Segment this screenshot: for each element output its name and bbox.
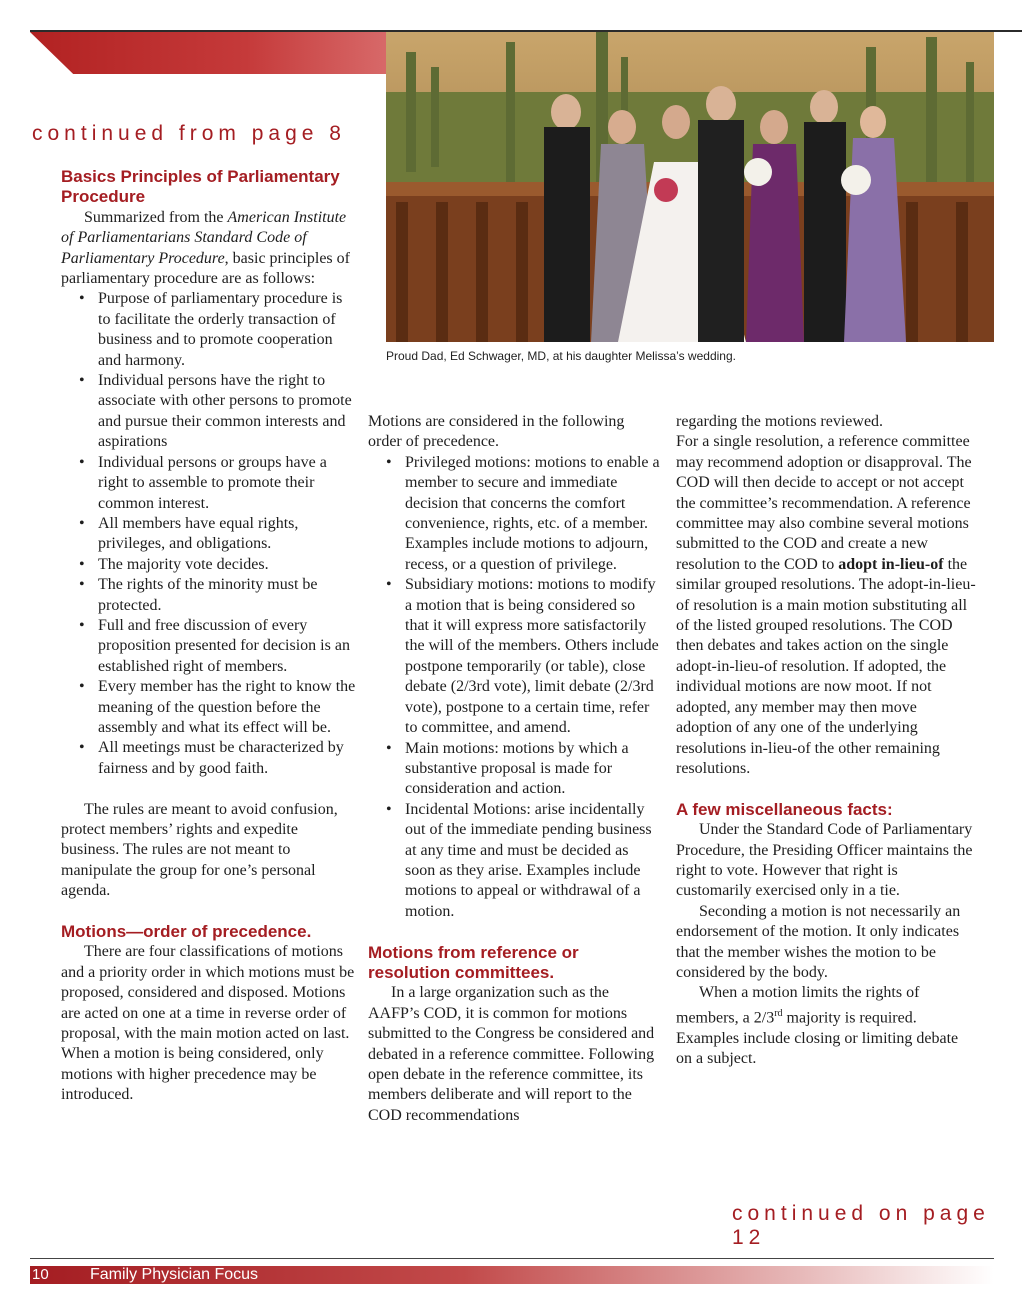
- list-item: • Privileged motions: motions to enable a member to secure and immediate decision that concerns the comfort convenience, rights, etc. of a member. Examples include motions to adjourn, recess, or a question of privilege.: [405, 453, 660, 575]
- photo-caption: Proud Dad, Ed Schwager, MD, at his daughter Melissa’s wedding.: [386, 349, 736, 363]
- rules-paragraph: The rules are meant to avoid confusion, protect members’ rights and expedite business. The rules are not meant to manipulate the group for one’s personal agenda.: [61, 800, 338, 900]
- fact-paragraph: Under the Standard Code of Parliamentary Procedure, the Presiding Officer maintains the right to vote. However that right is customarily exercised only in a tie.: [676, 821, 973, 900]
- heading-motions-precedence: Motions—order of precedence.: [61, 922, 312, 941]
- list-item: • Individual persons or groups have a right to assemble to promote their common interest.: [98, 453, 356, 514]
- fact-paragraph: Seconding a motion is not necessarily an endorsement of the motion. It only indicates that the member wishes the motion to be considered by the body.: [676, 902, 961, 981]
- wedding-photo: [386, 32, 994, 342]
- fact-paragraph: When a motion limits the rights of members, a 2/3rd majority is required. Examples include closing or limiting debate on a subject.: [676, 984, 959, 1067]
- list-item: • All meetings must be characterized by fairness and by good faith.: [98, 738, 356, 779]
- list-item: • Main motions: motions by which a substantive proposal is made for consideration and action.: [405, 739, 660, 800]
- list-item: • Individual persons have the right to associate with other persons to promote and pursue their common interests and aspirations: [98, 371, 356, 453]
- adopt-in-lieu-term: adopt in-lieu-of: [838, 555, 944, 573]
- continued-on-label: continued on page 12: [732, 1202, 990, 1249]
- footer-rule: [30, 1258, 994, 1259]
- intro-paragraph: Summarized from the American Institute of Parliamentarians Standard Code of Parliamentary Procedure, basic principles of parliamentary procedure are as follows:: [61, 208, 350, 288]
- motions-list: [368, 453, 660, 922]
- precedence-intro: Motions are considered in the following order of precedence.: [368, 413, 625, 451]
- heading-basics-principles: Basics Principles of Parliamentary Procedure: [61, 167, 340, 207]
- heading-misc-facts: A few miscellaneous facts:: [676, 799, 893, 819]
- motions-paragraph: There are four classifications of motions and a priority order in which motions must be proposed, considered and disposed. Motions are acted on one at a time in reverse order of proposal, with the main motion acted on last. When a motion is being considered, only motions with higher precedence may be introduced.: [61, 943, 355, 1104]
- publication-name: Family Physician Focus: [90, 1266, 259, 1283]
- list-item: • The majority vote decides.: [98, 555, 356, 575]
- continued-from-label: continued from page 8: [32, 122, 346, 145]
- code-title: American Institute of Parliamentarians Standard Code of Parliamentary Procedure: [61, 208, 347, 267]
- list-item: • Full and free discussion of every proposition presented for decision is an established right of members.: [98, 616, 356, 677]
- list-item: • Incidental Motions: arise incidentally out of the immediate pending business at any time and must be decided as soon as they arise. Examples include motions to appeal or withdrawal of a motion.: [405, 800, 660, 922]
- list-item: • The rights of the minority must be protected.: [98, 575, 356, 616]
- continuation-line: regarding the motions reviewed.: [676, 413, 884, 430]
- page-number: 10: [32, 1266, 49, 1283]
- column-middle: [368, 412, 660, 1126]
- header-accent-band: [30, 32, 390, 74]
- reference-paragraph: In a large organization such as the AAFP’s COD, it is common for motions submitted to the Congress be considered and debated in a reference committee. Following open debate in the reference committee, its members deliberate and will report to the COD recommendations: [368, 984, 655, 1124]
- resolution-paragraph: For a single resolution, a reference committee may recommend adoption or disapproval. The COD will then decide to accept or not accept the committee’s recommendation. A reference committee may also combine several motions submitted to the COD and create a new resolution to the COD to adopt in-lieu-of the similar grouped resolutions. The adopt-in-lieu-of resolution is a main motion substituting all of the listed grouped resolutions. The COD then debates and takes action on the single adopt-in-lieu-of resolution. If adopted, the individual motions are now moot. If not adopted, any member may then move adoption of any one of the underlying resolutions in-lieu-of the other remaining resolutions.: [676, 433, 976, 777]
- principles-list: [61, 289, 356, 779]
- list-item: • All members have equal rights, privileges, and obligations.: [98, 514, 356, 555]
- heading-reference-committees: Motions from reference or resolution committees.: [368, 942, 579, 982]
- list-item: • Every member has the right to know the meaning of the question before the assembly and what its effect will be.: [98, 677, 356, 738]
- column-right: [676, 412, 976, 1069]
- list-item: • Purpose of parliamentary procedure is to facilitate the orderly transaction of business and to promote cooperation and harmony.: [98, 289, 356, 371]
- list-item: • Subsidiary motions: motions to modify a motion that is being considered so that it will express more satisfactorily the will of the members. Others include postpone temporarily (or table), close debate (2/3rd vote), limit debate (2/3rd vote), postpone to a certain time, refer to committee, and amend.: [405, 575, 660, 738]
- column-left: [61, 167, 356, 1106]
